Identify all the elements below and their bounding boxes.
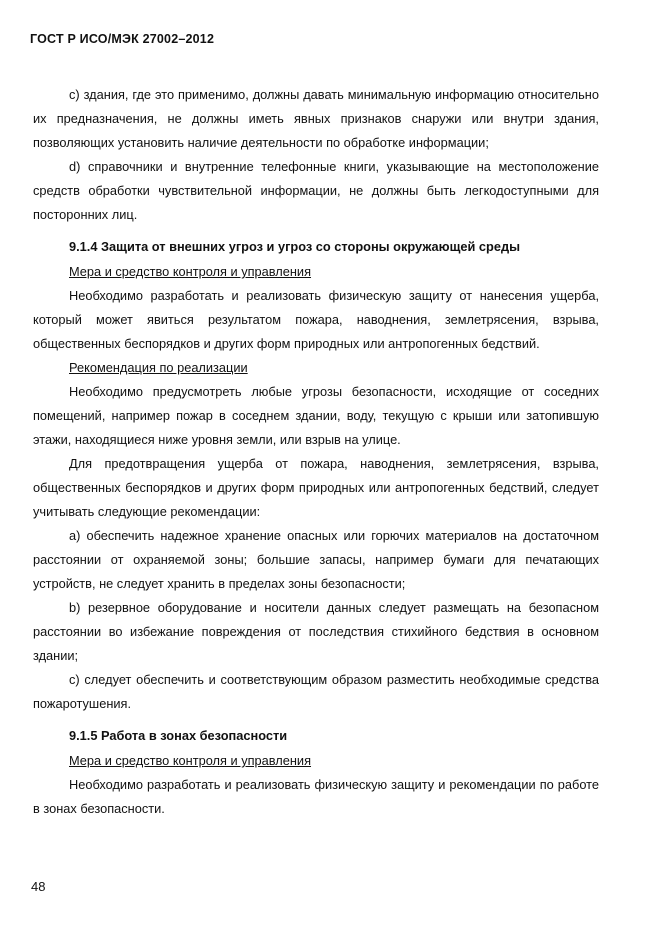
- subheading-implementation: [33, 356, 599, 380]
- section-heading-9-1-5: 9.1.5 Работа в зонах безопасности: [69, 728, 288, 743]
- document-body: [33, 83, 599, 821]
- paragraph-implementation-2: Для предотвращения ущерба от пожара, наводнения, землетрясения, взрыва, общественных беспорядков и других форм природных или антропогенных бедствий, следует учитывать следующие рекомендации:: [33, 456, 599, 519]
- subheading-implementation-text: Рекомендация по реализации: [69, 360, 248, 375]
- list-item-b-backup: b) резервное оборудование и носители данных следует размещать на безопасном расстоянии во избежание повреждения от последствия стихийного бедствия в основном здании;: [33, 600, 599, 663]
- subheading-control: [33, 260, 599, 284]
- subheading-control-2: [33, 749, 599, 773]
- paragraph-implementation-1: Необходимо предусмотреть любые угрозы безопасности, исходящие от соседних помещений, например пожар в соседнем здании, воду, текущую с крыши или затопившую этажи, находящиеся ниже уровня земли, или взрыв на улице.: [33, 384, 599, 447]
- list-item-c-building: c) здания, где это применимо, должны давать минимальную информацию относительно их предназначения, не должны иметь явных признаков снаружи или внутри здания, позволяющих установить наличие деятельности по обработке информации;: [33, 87, 599, 150]
- list-item-d-directories: d) справочники и внутренние телефонные книги, указывающие на местоположение средств обработки чувствительной информации, не должны быть легкодоступными для посторонних лиц.: [33, 159, 599, 222]
- paragraph-control-914: Необходимо разработать и реализовать физическую защиту от нанесения ущерба, который может явиться результатом пожара, наводнения, землетрясения, взрыва, общественных беспорядков и других форм природных или антропогенных бедствий.: [33, 288, 599, 351]
- page-number: 48: [31, 879, 46, 894]
- list-item-a-materials: a) обеспечить надежное хранение опасных или горючих материалов на достаточном расстоянии от охраняемой зоны; большие запасы, например бумаги для печатающих устройств, не следует хранить в пределах зоны безопасности;: [33, 528, 599, 591]
- section-heading-9-1-4: 9.1.4 Защита от внешних угроз и угроз со стороны окружающей среды: [69, 239, 521, 254]
- subheading-control-text: Мера и средство контроля и управления: [69, 264, 312, 279]
- document-header: ГОСТ Р ИСО/МЭК 27002–2012: [30, 32, 215, 46]
- paragraph-control-915: Необходимо разработать и реализовать физическую защиту и рекомендации по работе в зонах безопасности.: [33, 777, 599, 816]
- subheading-control-2-text: Мера и средство контроля и управления: [69, 753, 312, 768]
- list-item-c-fire-equipment: c) следует обеспечить и соответствующим образом разместить необходимые средства пожаротушения.: [33, 672, 599, 711]
